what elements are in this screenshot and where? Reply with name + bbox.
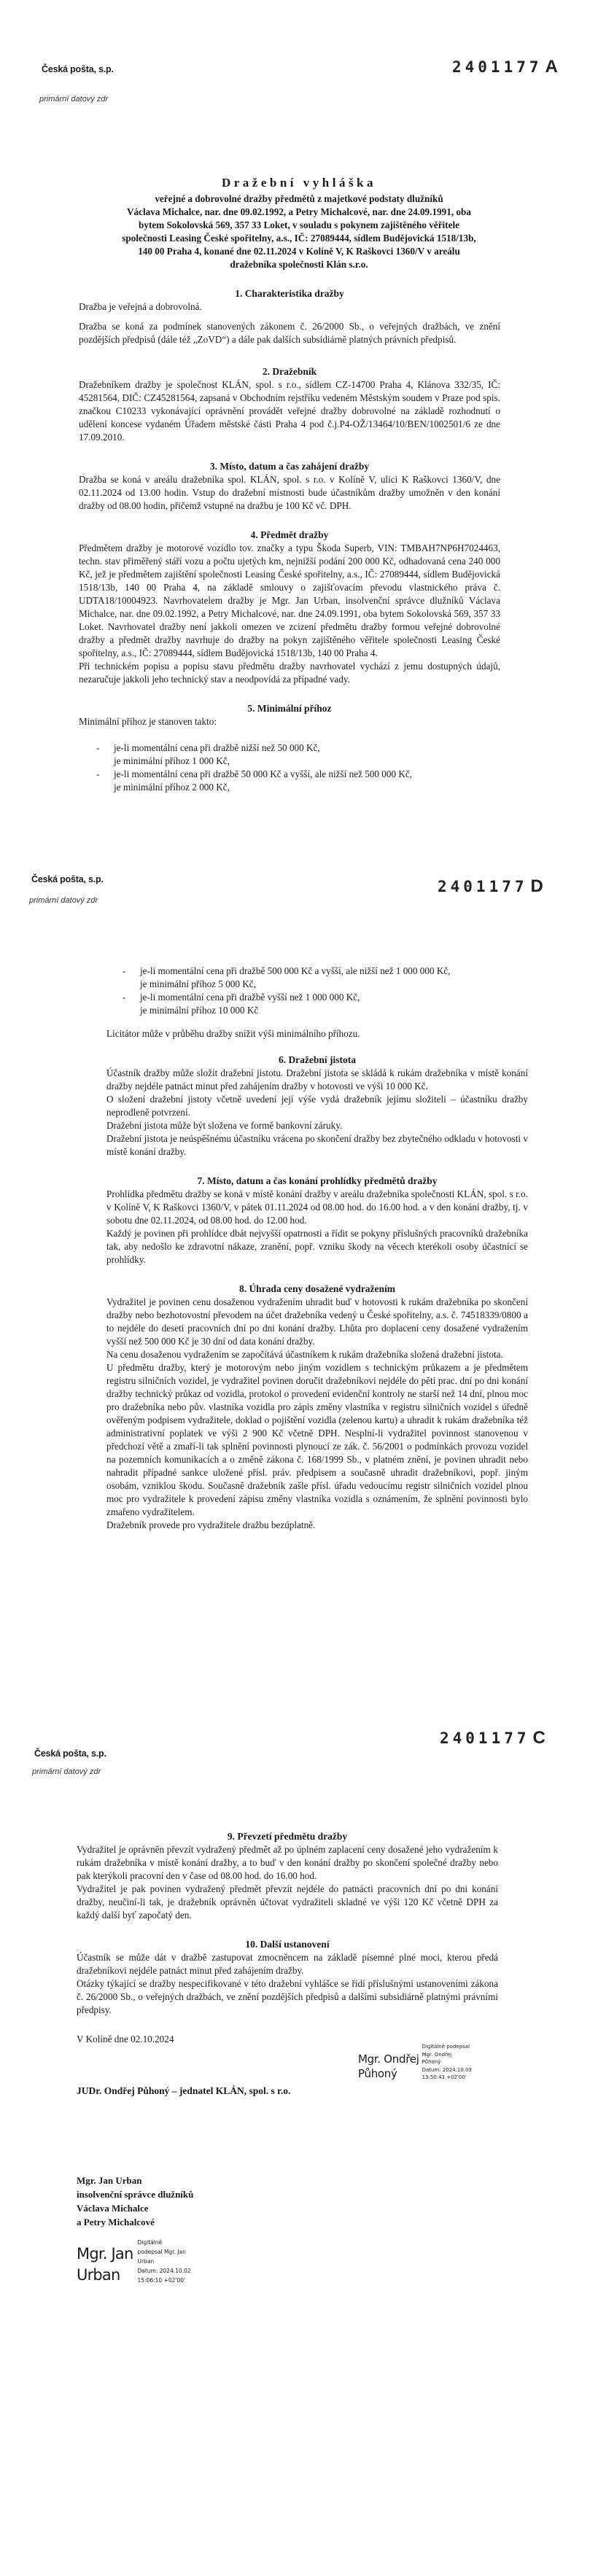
signer2-block [77, 2174, 498, 2229]
page-1-body [0, 0, 598, 794]
subtitle-line: 140 00 Praha 4, konané dne 02.11.2024 v Kolíně V, K Raškovci 1360/V v areálu [138, 246, 460, 257]
section-body-8 [106, 1296, 528, 1532]
section-heading-2: 2. Dražebník [262, 366, 317, 377]
bullet-line: je minimální příhoz 10 000 Kč [140, 1005, 259, 1016]
section-body-1 [79, 300, 500, 346]
min-bid-list-page2 [123, 965, 528, 1017]
postal-header-org: Česká pošta, s.p. [34, 1748, 106, 1759]
postal-header-org: Česká pošta, s.p. [42, 64, 114, 74]
section-heading-10: 10. Další ustanovení [245, 1939, 330, 1950]
place-date: V Kolíně dne 02.10.2024 [77, 2034, 174, 2044]
bullet-line: je-li momentální cena při dražbě nižší než 50 000 Kč, [114, 742, 320, 753]
document-subtitle [66, 192, 532, 271]
dash-bullet: - [123, 992, 126, 1003]
signature-detail-line: Datum: 2024.10.02 [137, 2267, 191, 2274]
section-heading-5: 5. Minimální příhoz [247, 703, 332, 714]
bullet-line: je minimální příhoz 5 000 Kč, [140, 978, 256, 989]
paragraph: Účastník se může dát v dražbě zastupovat zmocněncem na základě písemné plné moci, kterou předá dražebníkovi nejdéle patnáct minut před zahájením dražby. [77, 1952, 498, 1976]
paragraph: Vydražitel je oprávněn převzít vydražený předmět až po úplném zaplacení ceny dosažené jeho vydražením k rukám dražebníka v místě konání dražby, a to buď v den konání dražby po skončení společné dražby nebo pak kterýkoli pracovní den v čase od 08.00 hod. do 16.00 hod. [77, 1844, 498, 1881]
signature-detail-line: Datum: 2024.10.03 [422, 2066, 472, 2073]
paragraph: Dražební jistota je neúspěšnému účastníku vrácena po skončení dražby bez zbytečného odkladu v hotovosti v místě konání dražby. [106, 1133, 528, 1157]
signer2-line: a Petry Michalcové [77, 2216, 155, 2227]
min-bid-intro: Minimální příhoz je stanoven takto: [79, 716, 217, 727]
page-2-body [106, 853, 528, 1532]
min-bid-item [96, 768, 500, 794]
paragraph: Předmětem dražby je motorové vozidlo tov. značky a typu Škoda Superb, VIN: TMBAH7NP6H7024463, techn. stav přiměřený stáří vozu a počtu ujetých km, nejnižší podání 200 000 Kč, odhadovaná cena 240 000 Kč, jež je předmětem zajištění společnosti Leasing České spořitelny, a.s., IČ: 27089444, sídlem Budějovická 1518/13b, 140 00 Praha 4, na základě smlouvy o zajišťovacím převodu vlastnického práva č. UDTA18/10004923. Navrhovatelem dražby je Mgr. Jan Urban, insolvenční správce dlužníků Václava Michalce, nar. dne 09.02.1992, a Petry Michalcové, nar. dne 24.09.1991, oba bytem Sokolovská 569, 357 33 Loket. Navrhovatel dražby není jakkoli omezen ve zcizení předmětu dražby formou veřejné dobrovolné dražby a předmět dražby navrhuje do dražby na pokyn zajištěného věřitele společnosti Leasing České spořitelny, a.s., IČ: 27089444, sídlem Budějovická 1518/13b, 140 00 Praha 4. [79, 542, 500, 658]
signature-detail-line: Mgr. Ondřej [422, 2051, 452, 2058]
signature-name [358, 2052, 419, 2081]
section-heading-6: 6. Dražební jistota [278, 1054, 357, 1065]
postal-header-sub: primární datový zdr [29, 896, 98, 905]
bullet-line: je minimální příhoz 1 000 Kč, [114, 755, 230, 766]
section-body-3 [79, 473, 500, 513]
page-1 [0, 0, 598, 794]
min-bid-item [123, 965, 528, 991]
signer1-caption: JUDr. Ondřej Půhoný – jednatel KLÁN, spol. s r.o. [77, 2085, 291, 2096]
closing-row [77, 2033, 498, 2082]
dash-bullet: - [96, 742, 100, 753]
paragraph: Na cenu dosaženou vydražením se započítává účastníkem k rukám dražebníka složená dražební jistota. [106, 1349, 503, 1360]
page-3 [0, 1706, 598, 2286]
section-heading-1: 1. Charakteristika dražby [235, 288, 344, 299]
signature-name-line: Mgr. Ondřej [358, 2052, 419, 2066]
section-body-9 [77, 1843, 498, 1922]
signature-detail-line: Půhoný [422, 2059, 441, 2065]
paragraph: Dražba se koná v areálu dražebníka spol. KLÁN, spol. s r.o. v Kolíně V, ulici K Raškovci 1360/V, dne 02.11.2024 od 13.00 hodin. Vstup do dražební místnosti bude účastníkům dražby umožněn v den konání dražby od 08.00 hodin, přičemž vstupné na dražbu je 100 Kč vč. DPH. [79, 474, 500, 511]
subtitle-line: společnosti Leasing České spořitelny, a.s., IČ: 27089444, sídlem Budějovická 1518/13b, [122, 233, 476, 244]
signer2-line: insolvenční správce dlužníků [77, 2188, 194, 2200]
signature-detail-line: 13:50:43 +02'00' [422, 2074, 467, 2080]
signature-name-line: Urban [77, 2265, 120, 2284]
paragraph: Otázky týkající se dražby nespecifikované v této dražební vyhlášce se řídí příslušnými ustanoveními zákona č. 26/2000 Sb., o veřejných dražbách, ve znění pozdějších předpisů a dalšími subsidiárně platnými právními předpisy. [77, 1978, 498, 2015]
min-bid-item [123, 991, 528, 1017]
signature-details [137, 2238, 190, 2285]
min-bid-item [96, 742, 500, 768]
section-body-4 [79, 542, 500, 686]
section-body-6 [106, 1067, 528, 1159]
postal-header-sub: primární datový zdr [39, 95, 109, 104]
stamp-suffix: D [530, 876, 543, 896]
digital-signature-urban [77, 2238, 498, 2286]
subtitle-line: dražebníka společnosti Klán s.r.o. [230, 259, 368, 270]
signature-detail-line: 15:06:10 +02'00' [137, 2276, 186, 2284]
stamp-number: 2401177 [452, 58, 543, 76]
dash-bullet: - [96, 768, 100, 779]
signature-name-line: Mgr. Jan [77, 2244, 133, 2262]
document-title: Dražební vyhláška [221, 176, 377, 190]
subtitle-line: Václava Michalce, nar. dne 09.02.1992, a Petry Michalcové, nar. dne 24.09.1991, oba [127, 206, 471, 217]
min-bid-outro: Licitátor může v průběhu dražby snížit výši minimálního příhozu. [106, 1028, 360, 1039]
digital-signature-puhony [358, 2043, 472, 2082]
paragraph: Při technickém popisu a popisu stavu předmětu dražby navrhovatel vychází z jemu dostupných údajů, nezaručuje jakkoli jeho technický stav a neodpovídá za případné vady. [79, 661, 500, 685]
stamp-suffix: C [532, 1728, 545, 1748]
signature-name-line: Půhoný [358, 2067, 397, 2080]
paragraph: Každý je povinen při prohlídce dbát nejvyšší opatrnosti a řídit se pokyny příslušných pracovníků dražebníka tak, aby nedošlo ke zdravotní nákaze, zranění, popř. vzniku škody na věcech kterékoli osoby účastnící se prohlídky. [106, 1228, 528, 1265]
signature-detail-line: Digitálně [137, 2238, 163, 2246]
bullet-line: je-li momentální cena při dražbě vyšší než 1 000 000 Kč, [140, 992, 360, 1003]
dash-bullet: - [123, 965, 126, 976]
paragraph: Dražební jistota může být složena ve formě bankovní záruky. [106, 1120, 343, 1131]
page-2 [0, 853, 598, 1532]
postal-header-sub: primární datový zdr [32, 1767, 101, 1776]
signature-detail-line: Urban [137, 2257, 155, 2265]
subtitle-line: veřejné a dobrovolné dražby předmětů z majetkové podstaty dlužníků [155, 193, 443, 204]
signature-detail-line: podepsal Mgr. Jan [137, 2248, 186, 2255]
paragraph: O složení dražební jistoty včetně uvedení její výše vydá dražebník jejímu složiteli – účastníku dražby neprodleně potvrzení. [106, 1094, 528, 1118]
section-heading-7: 7. Místo, datum a čas konání prohlídky předmětů dražby [197, 1175, 438, 1186]
signer2-line: Mgr. Jan Urban [77, 2174, 142, 2186]
section-heading-3: 3. Místo, datum a čas zahájení dražby [209, 461, 370, 472]
postal-header-org: Česká pošta, s.p. [31, 874, 104, 884]
section-body-10 [77, 1951, 498, 2017]
page-1-sections [79, 287, 500, 794]
paragraph: Účastník dražby může složit dražební jistotu. Dražební jistota se skládá k rukám dražebníka v místě konání dražby nejdéle patnáct minut před zahájením dražby v hotovosti ve výši 10 000 Kč. [106, 1067, 528, 1092]
bullet-line: je-li momentální cena při dražbě 50 000 Kč a vyšší, ale nižší než 500 000 Kč, [114, 768, 413, 779]
section-heading-8: 8. Úhrada ceny dosažené vydražením [238, 1283, 396, 1294]
paragraph: Dražebníkem dražby je společnost KLÁN, spol. s r.o., sídlem CZ-14700 Praha 4, Klánova 332/35, IČ: 45281564, DIČ: CZ45281564, zapsaná v Obchodním rejstříku vedeném Městským soudem v Praze pod spis. značkou C10233 vykonávající oprávnění provádět veřejné dražby dobrovolné na základě rozhodnutí o udělení koncese vydaném Úřadem městské části Praha 4 pod č.j.P4-OŽ/13464/10/BEN/1002501/6 ze dne 17.09.2010. [79, 379, 500, 443]
signature-name [77, 2244, 133, 2286]
section-body-2 [79, 378, 500, 444]
paragraph: U předmětu dražby, který je motorovým nebo jiným vozidlem s technickým průkazem a je předmětem registru silničních vozidel, je vydražitel povinen doručit dražebníkovi nejdéle do pěti prac. dní po dni konání dražby technický průkaz od vozidla, protokol o provedení evidenční kontroly ne starší než 14 dní, plnou moc pro dražebníka nebo pův. vlastníka vozidla pro zápis změny vlastníka v registru silničních vozidel s úředně ověřeným podpisem vydražitele, doklad o pojištění vozidla (zelenou kartu) a uhradit k rukám dražebníka též administrativní poplatek ve výši 2 900 Kč včetně DPH. Nesplní-li vydražitel povinnost stanovenou v předchozí větě a zmaří-li tak splnění povinnosti plynoucí ze zák. č. 56/2001 o podmínkách provozu vozidel na pozemních komunikacích a o změně zákona č. 168/1999 Sb., v platném znění, je povinen uhradit nebo nahradit případné sankce uložené přísl. práv. předpisem a současně uhradit dražebníkovi, popř. jiným osobám, vzniklou škodu. Současně dražebník zašle přísl. úřadu vedoucímu registr silničních vozidel plnou moc pro vydražitele k provedení zápisu změny vlastníka vozidla s oznámením, že splnění povinnosti bylo zmařeno vydražitelem. [106, 1362, 528, 1517]
stamp-number: 2401177 [440, 1729, 530, 1747]
paragraph: Vydražitel je pak povinen vydražený předmět převzít nejdéle do patnácti pracovních dní po dni konání dražby, neučiní-li tak, je dražebník oprávněn účtovat vydražiteli skladné ve výši 120 Kč včetně DPH za každý další byť započatý den. [77, 1883, 498, 1921]
bullet-line: je minimální příhoz 2 000 Kč, [114, 782, 230, 793]
stamp-suffix: A [545, 57, 558, 77]
paragraph: Dražebník provede pro vydražitele dražbu bezúplatně. [106, 1519, 316, 1530]
section-body-7 [106, 1188, 528, 1266]
signature-detail-line: Digitálně podepsal [422, 2044, 470, 2050]
paragraph: Dražba se koná za podmínek stanovených zákonem č. 26/2000 Sb., o veřejných dražbách, ve znění pozdějších předpisů (dále též „ZoVD“) a dále pak dalších subsidiárně platných právních předpisů. [79, 321, 500, 345]
bullet-line: je-li momentální cena při dražbě 500 000 Kč a vyšší, ale nižší než 1 000 000 Kč, [140, 965, 451, 976]
signer2-line: Václava Michalce [77, 2202, 149, 2214]
section-heading-4: 4. Předmět dražby [250, 529, 329, 540]
page-3-body [77, 1706, 498, 2286]
stamp-number: 2401177 [438, 878, 528, 895]
section-heading-9: 9. Převzetí předmětu dražby [227, 1831, 348, 1842]
subtitle-line: bytem Sokolovská 569, 357 33 Loket, v souladu s pokynem zajištěného věřitele [139, 219, 459, 230]
min-bid-list-page1 [96, 742, 500, 794]
signature-details [422, 2043, 472, 2082]
paragraph: Prohlídka předmětu dražby se koná v místě konání dražby v areálu dražebníka společnosti KLÁN, spol. s r.o. v Kolíně V, K Raškovci 1360/V, v pátek 01.11.2024 od 08.00 hod. do 16.00 hod. a v den konání dražby, tj. v sobotu dne 02.11.2024, od 08.00 hod. do 12.00 hod. [106, 1188, 528, 1226]
paragraph: Dražba je veřejná a dobrovolná. [79, 301, 202, 312]
paragraph: Vydražitel je povinen cenu dosaženou vydražením uhradit buď v hotovosti k rukám dražebníka po skončení dražby nebo bezhotovostní převodem na účet dražebníka vedený u České spořitelny, a.s. č. 74518339/0800 a to nejdéle do deseti pracovních dní po dni konání dražby. Lhůta pro doplacení ceny dosažené vydražením vyšší než 500 000 Kč je 30 dní od data konání dražby. [106, 1296, 528, 1347]
